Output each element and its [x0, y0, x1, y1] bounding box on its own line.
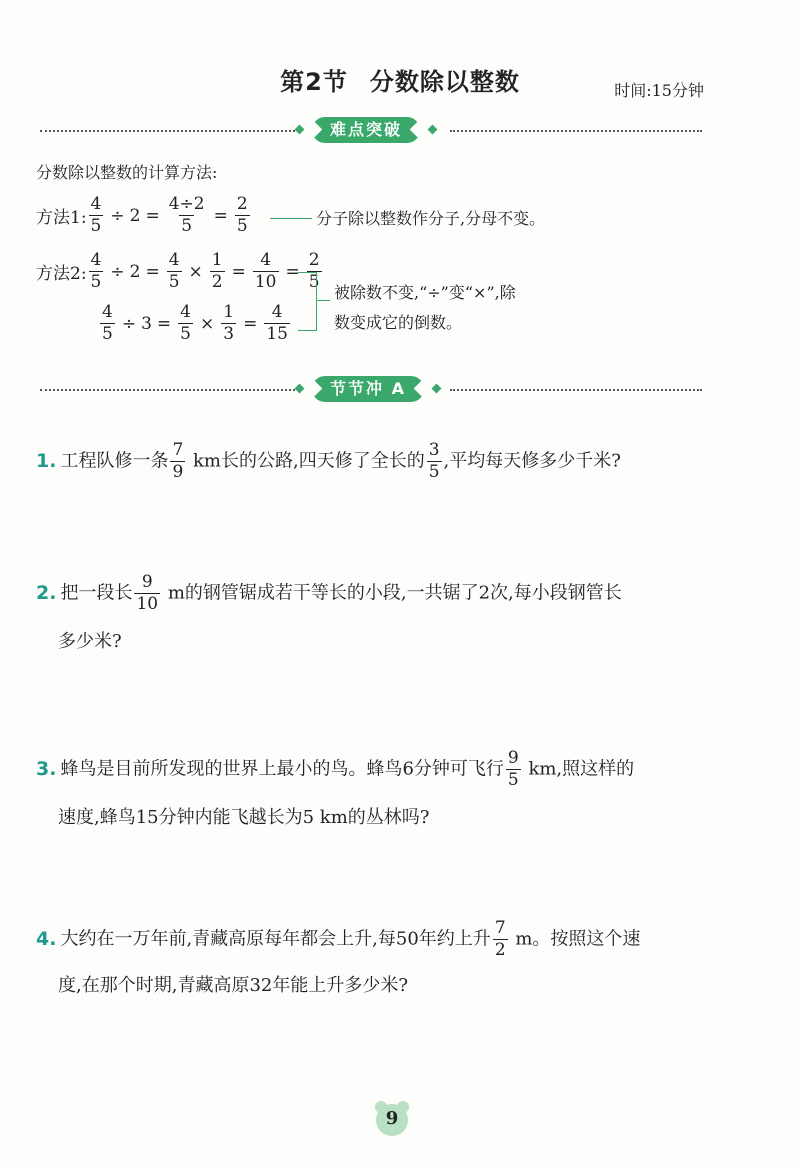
dotted-line-left [40, 389, 295, 391]
fraction: $\frac{9}{10}$ [136, 572, 159, 614]
fraction: $\frac{4\div 2}{5}$ [168, 194, 205, 236]
fraction: $\frac{4}{10}$ [254, 250, 277, 292]
banner-label: 难点突破 [312, 117, 420, 143]
method1-note: 分子除以整数作分子,分母不变。 [316, 209, 546, 228]
method1-row: 方法1: $\frac{4}{5}$ ÷ 2 = $\frac{4\div 2}{5}$ = $\frac{2}{5}$ [36, 194, 248, 236]
banner-label: 节节冲 A [312, 376, 424, 402]
bracket [298, 272, 317, 331]
method1-label: 方法1: [36, 208, 87, 228]
dotted-line-left [40, 130, 295, 132]
banner-difficulty [40, 115, 702, 145]
section-label: 第2节 [280, 68, 348, 96]
fraction: $\frac{7}{9}$ [172, 440, 184, 482]
fraction: $\frac{1}{2}$ [211, 250, 223, 292]
fraction: $\frac{1}{3}$ [223, 302, 235, 344]
dotted-line-right [450, 130, 702, 132]
connector-line [270, 218, 312, 219]
fraction: $\frac{4}{5}$ [90, 250, 102, 292]
question-1: 1. 工程队修一条 $\frac{7}{9}$ km长的公路,四天修了全长的 $\frac{3}{5}$ ,平均每天修多少千米? [36, 440, 621, 482]
fraction: $\frac{4}{5}$ [168, 250, 180, 292]
method2-note-line2: 数变成它的倒数。 [334, 313, 463, 332]
banner-practice [40, 374, 702, 404]
fraction: $\frac{4}{5}$ [90, 194, 102, 236]
section-title: 分数除以整数 [369, 68, 520, 96]
method2-row2: $\frac{4}{5}$ ÷ 3 = $\frac{4}{5}$ × $\frac{1}{3}$ = $\frac{4}{15}$ [102, 302, 288, 344]
fraction: $\frac{9}{5}$ [507, 748, 519, 790]
fraction: $\frac{3}{5}$ [428, 440, 440, 482]
dotted-line-right [450, 389, 702, 391]
fraction: $\frac{4}{5}$ [102, 302, 113, 344]
question-2: 2. 把一段长 $\frac{9}{10}$ m的钢管锯成若干等长的小段,一共锯了2次,每小段钢管长 [36, 572, 622, 614]
method-intro: 分数除以整数的计算方法: [36, 163, 218, 182]
time-limit: 时间:15分钟 [614, 81, 704, 100]
question-number: 2. [36, 581, 57, 604]
question-number: 3. [36, 757, 57, 780]
question-3-line2: 速度,蜂鸟15分钟内能飞越长为5 km的丛林吗? [58, 807, 430, 828]
question-4-line2: 度,在那个时期,青藏高原32年能上升多少米? [58, 975, 408, 996]
question-3: 3. 蜂鸟是目前所发现的世界上最小的鸟。蜂鸟6分钟可飞行 $\frac{9}{5}$ km,照这样的 [36, 748, 635, 790]
question-4: 4. 大约在一万年前,青藏高原每年都会上升,每50年约上升 $\frac{7}{2}$ m。按照这个速 [36, 918, 641, 960]
method2-row1: 方法2: $\frac{4}{5}$ ÷ 2 = $\frac{4}{5}$ × $\frac{1}{2}$ = $\frac{4}{10}$ = $\frac{2}{5}$ [36, 250, 320, 292]
fraction: $\frac{7}{2}$ [494, 918, 506, 960]
question-number: 4. [36, 927, 57, 950]
method2-note-line1: 被除数不变,“÷”变“×”,除 [334, 283, 516, 302]
question-number: 1. [36, 449, 57, 472]
fraction: $\frac{4}{5}$ [180, 302, 191, 344]
fraction: $\frac{2}{5}$ [308, 250, 320, 292]
bracket-line [316, 300, 330, 301]
fraction: $\frac{4}{15}$ [266, 302, 288, 344]
method2-label: 方法2: [36, 264, 87, 284]
fraction: $\frac{2}{5}$ [236, 194, 248, 236]
page-number: 9 [372, 1098, 412, 1138]
question-2-line2: 多少米? [58, 631, 122, 652]
